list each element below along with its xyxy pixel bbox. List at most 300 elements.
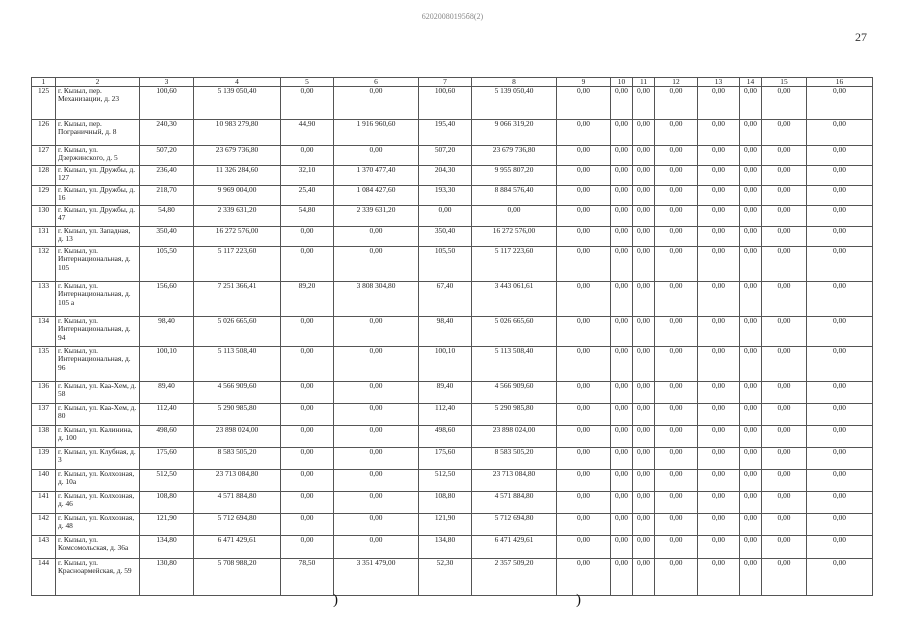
value-cell: 121,90 xyxy=(419,514,472,536)
column-header: 1 xyxy=(32,78,56,87)
value-cell: 0,00 xyxy=(557,347,611,382)
value-cell: 0,00 xyxy=(740,492,762,514)
value-cell: 0,00 xyxy=(557,186,611,206)
value-cell: 0,00 xyxy=(655,227,698,247)
value-cell: 0,00 xyxy=(334,448,419,470)
value-cell: 54,80 xyxy=(140,206,194,227)
value-cell: 0,00 xyxy=(334,347,419,382)
value-cell: 0,00 xyxy=(807,559,873,596)
column-header: 7 xyxy=(419,78,472,87)
column-header: 12 xyxy=(655,78,698,87)
value-cell: 0,00 xyxy=(698,87,740,120)
value-cell: 0,00 xyxy=(611,317,633,347)
value-cell: 0,00 xyxy=(698,166,740,186)
value-cell: 11 326 284,60 xyxy=(194,166,281,186)
value-cell: 0,00 xyxy=(698,448,740,470)
value-cell: 498,60 xyxy=(419,426,472,448)
value-cell: 112,40 xyxy=(140,404,194,426)
page-number: 27 xyxy=(855,30,867,44)
value-cell: 108,80 xyxy=(140,492,194,514)
value-cell: 0,00 xyxy=(655,492,698,514)
value-cell: 512,50 xyxy=(419,470,472,492)
value-cell: 0,00 xyxy=(633,120,655,146)
value-cell: 0,00 xyxy=(557,426,611,448)
value-cell: 4 571 884,80 xyxy=(472,492,557,514)
value-cell: 0,00 xyxy=(611,206,633,227)
value-cell: 0,00 xyxy=(334,382,419,404)
value-cell: 0,00 xyxy=(698,282,740,317)
value-cell: 0,00 xyxy=(655,186,698,206)
value-cell: 23 713 084,80 xyxy=(194,470,281,492)
table-row xyxy=(32,347,873,382)
value-cell: 0,00 xyxy=(557,470,611,492)
value-cell: 5 113 508,40 xyxy=(194,347,281,382)
value-cell: 0,00 xyxy=(611,347,633,382)
value-cell: 0,00 xyxy=(698,404,740,426)
value-cell: 0,00 xyxy=(557,514,611,536)
value-cell: 0,00 xyxy=(557,146,611,166)
value-cell: 100,60 xyxy=(140,87,194,120)
table-row xyxy=(32,186,873,206)
value-cell: 175,60 xyxy=(419,448,472,470)
value-cell: 8 884 576,40 xyxy=(472,186,557,206)
value-cell: 0,00 xyxy=(611,514,633,536)
value-cell: 0,00 xyxy=(740,347,762,382)
value-cell: 0,00 xyxy=(655,87,698,120)
value-cell: 507,20 xyxy=(419,146,472,166)
value-cell: 0,00 xyxy=(762,514,807,536)
address-cell: г. Кызыл, ул. Калинина, д. 100 xyxy=(56,426,140,448)
value-cell: 5 139 050,40 xyxy=(194,87,281,120)
value-cell: 0,00 xyxy=(611,559,633,596)
address-cell: г. Кызыл, ул. Комсомольская, д. 36а xyxy=(56,536,140,559)
value-cell: 23 679 736,80 xyxy=(472,146,557,166)
value-cell: 3 351 479,00 xyxy=(334,559,419,596)
value-cell: 0,00 xyxy=(557,404,611,426)
value-cell: 5 026 665,60 xyxy=(194,317,281,347)
value-cell: 0,00 xyxy=(557,536,611,559)
value-cell: 5 117 223,60 xyxy=(472,247,557,282)
row-number-cell: 126 xyxy=(32,120,56,146)
value-cell: 0,00 xyxy=(698,146,740,166)
value-cell: 0,00 xyxy=(740,120,762,146)
address-cell: г. Кызыл, ул. Клубная, д. 3 xyxy=(56,448,140,470)
row-number-cell: 131 xyxy=(32,227,56,247)
value-cell: 32,10 xyxy=(281,166,334,186)
value-cell: 4 571 884,80 xyxy=(194,492,281,514)
address-cell: г. Кызыл, ул. Дружбы, д. 47 xyxy=(56,206,140,227)
column-header: 11 xyxy=(633,78,655,87)
value-cell: 0,00 xyxy=(557,247,611,282)
table-row xyxy=(32,247,873,282)
value-cell: 0,00 xyxy=(807,536,873,559)
value-cell: 0,00 xyxy=(762,166,807,186)
value-cell: 121,90 xyxy=(140,514,194,536)
value-cell: 0,00 xyxy=(655,559,698,596)
value-cell: 0,00 xyxy=(762,492,807,514)
value-cell: 5 290 985,80 xyxy=(472,404,557,426)
value-cell: 0,00 xyxy=(740,227,762,247)
value-cell: 0,00 xyxy=(334,247,419,282)
value-cell: 0,00 xyxy=(740,559,762,596)
value-cell: 25,40 xyxy=(281,186,334,206)
value-cell: 0,00 xyxy=(633,404,655,426)
value-cell: 100,60 xyxy=(419,87,472,120)
table-row xyxy=(32,227,873,247)
value-cell: 0,00 xyxy=(633,317,655,347)
value-cell: 0,00 xyxy=(334,470,419,492)
value-cell: 2 357 509,20 xyxy=(472,559,557,596)
value-cell: 0,00 xyxy=(281,470,334,492)
value-cell: 0,00 xyxy=(611,426,633,448)
value-cell: 0,00 xyxy=(740,87,762,120)
row-number-cell: 138 xyxy=(32,426,56,448)
table-row xyxy=(32,146,873,166)
value-cell: 6 471 429,61 xyxy=(472,536,557,559)
value-cell: 0,00 xyxy=(633,448,655,470)
column-header: 14 xyxy=(740,78,762,87)
value-cell: 0,00 xyxy=(557,87,611,120)
value-cell: 0,00 xyxy=(611,404,633,426)
row-number-cell: 133 xyxy=(32,282,56,317)
value-cell: 0,00 xyxy=(611,470,633,492)
row-number-cell: 137 xyxy=(32,404,56,426)
value-cell: 1 084 427,60 xyxy=(334,186,419,206)
value-cell: 0,00 xyxy=(633,166,655,186)
value-cell: 0,00 xyxy=(611,146,633,166)
value-cell: 0,00 xyxy=(611,87,633,120)
value-cell: 0,00 xyxy=(655,347,698,382)
column-header: 5 xyxy=(281,78,334,87)
value-cell: 89,20 xyxy=(281,282,334,317)
value-cell: 0,00 xyxy=(281,347,334,382)
address-cell: г. Кызыл, ул. Западная, д. 13 xyxy=(56,227,140,247)
value-cell: 44,90 xyxy=(281,120,334,146)
value-cell: 0,00 xyxy=(698,492,740,514)
value-cell: 4 566 909,60 xyxy=(472,382,557,404)
value-cell: 0,00 xyxy=(807,514,873,536)
row-number-cell: 144 xyxy=(32,559,56,596)
value-cell: 0,00 xyxy=(611,536,633,559)
value-cell: 0,00 xyxy=(655,166,698,186)
value-cell: 54,80 xyxy=(281,206,334,227)
column-header: 3 xyxy=(140,78,194,87)
table-row xyxy=(32,382,873,404)
value-cell: 0,00 xyxy=(633,87,655,120)
value-cell: 9 969 004,00 xyxy=(194,186,281,206)
value-cell: 67,40 xyxy=(419,282,472,317)
table-row xyxy=(32,404,873,426)
value-cell: 0,00 xyxy=(807,166,873,186)
value-cell: 0,00 xyxy=(557,492,611,514)
table-body xyxy=(32,87,873,596)
value-cell: 175,60 xyxy=(140,448,194,470)
value-cell: 2 339 631,20 xyxy=(334,206,419,227)
value-cell: 0,00 xyxy=(281,247,334,282)
value-cell: 5 712 694,80 xyxy=(472,514,557,536)
value-cell: 3 443 061,61 xyxy=(472,282,557,317)
value-cell: 0,00 xyxy=(762,120,807,146)
value-cell: 350,40 xyxy=(140,227,194,247)
row-number-cell: 141 xyxy=(32,492,56,514)
value-cell: 0,00 xyxy=(633,559,655,596)
value-cell: 1 916 960,60 xyxy=(334,120,419,146)
address-cell: г. Кызыл, ул. Колхозная, д. 48 xyxy=(56,514,140,536)
value-cell: 5 026 665,60 xyxy=(472,317,557,347)
value-cell: 0,00 xyxy=(281,146,334,166)
value-cell: 512,50 xyxy=(140,470,194,492)
column-header: 15 xyxy=(762,78,807,87)
value-cell: 0,00 xyxy=(334,227,419,247)
value-cell: 0,00 xyxy=(633,227,655,247)
value-cell: 0,00 xyxy=(807,247,873,282)
value-cell: 0,00 xyxy=(807,404,873,426)
value-cell: 23 898 024,00 xyxy=(472,426,557,448)
value-cell: 0,00 xyxy=(633,382,655,404)
value-cell: 218,70 xyxy=(140,186,194,206)
address-cell: г. Кызыл, ул. Интернациональная, д. 105 а xyxy=(56,282,140,317)
value-cell: 0,00 xyxy=(655,206,698,227)
value-cell: 0,00 xyxy=(807,206,873,227)
column-header: 9 xyxy=(557,78,611,87)
value-cell: 0,00 xyxy=(740,317,762,347)
value-cell: 0,00 xyxy=(281,514,334,536)
value-cell: 0,00 xyxy=(611,166,633,186)
value-cell: 0,00 xyxy=(807,120,873,146)
value-cell: 0,00 xyxy=(334,404,419,426)
value-cell: 0,00 xyxy=(611,282,633,317)
value-cell: 0,00 xyxy=(557,227,611,247)
value-cell: 0,00 xyxy=(762,559,807,596)
value-cell: 0,00 xyxy=(698,382,740,404)
pen-mark-right: ) xyxy=(576,592,581,608)
table-row xyxy=(32,282,873,317)
value-cell: 0,00 xyxy=(807,470,873,492)
row-number-cell: 132 xyxy=(32,247,56,282)
value-cell: 0,00 xyxy=(698,536,740,559)
value-cell: 0,00 xyxy=(740,146,762,166)
value-cell: 0,00 xyxy=(740,470,762,492)
value-cell: 0,00 xyxy=(655,404,698,426)
value-cell: 0,00 xyxy=(611,492,633,514)
value-cell: 0,00 xyxy=(807,87,873,120)
value-cell: 0,00 xyxy=(740,206,762,227)
value-cell: 0,00 xyxy=(557,559,611,596)
value-cell: 0,00 xyxy=(762,87,807,120)
value-cell: 0,00 xyxy=(807,227,873,247)
value-cell: 3 808 304,80 xyxy=(334,282,419,317)
value-cell: 0,00 xyxy=(633,470,655,492)
value-cell: 0,00 xyxy=(762,317,807,347)
value-cell: 0,00 xyxy=(740,536,762,559)
value-cell: 0,00 xyxy=(762,247,807,282)
value-cell: 0,00 xyxy=(655,448,698,470)
value-cell: 0,00 xyxy=(281,426,334,448)
column-header: 8 xyxy=(472,78,557,87)
value-cell: 156,60 xyxy=(140,282,194,317)
row-number-cell: 143 xyxy=(32,536,56,559)
value-cell: 105,50 xyxy=(140,247,194,282)
value-cell: 0,00 xyxy=(807,186,873,206)
value-cell: 0,00 xyxy=(762,404,807,426)
value-cell: 0,00 xyxy=(762,448,807,470)
address-cell: г. Кызыл, ул. Дзержинского, д. 5 xyxy=(56,146,140,166)
value-cell: 0,00 xyxy=(740,382,762,404)
value-cell: 0,00 xyxy=(698,317,740,347)
value-cell: 5 712 694,80 xyxy=(194,514,281,536)
value-cell: 0,00 xyxy=(807,382,873,404)
value-cell: 100,10 xyxy=(140,347,194,382)
value-cell: 89,40 xyxy=(419,382,472,404)
value-cell: 16 272 576,00 xyxy=(194,227,281,247)
column-header: 10 xyxy=(611,78,633,87)
value-cell: 0,00 xyxy=(557,282,611,317)
value-cell: 0,00 xyxy=(655,382,698,404)
value-cell: 6 471 429,61 xyxy=(194,536,281,559)
value-cell: 350,40 xyxy=(419,227,472,247)
value-cell: 100,10 xyxy=(419,347,472,382)
value-cell: 0,00 xyxy=(762,426,807,448)
column-header: 16 xyxy=(807,78,873,87)
value-cell: 0,00 xyxy=(557,120,611,146)
value-cell: 0,00 xyxy=(557,206,611,227)
value-cell: 0,00 xyxy=(633,536,655,559)
value-cell: 0,00 xyxy=(557,317,611,347)
value-cell: 0,00 xyxy=(633,206,655,227)
table-row xyxy=(32,317,873,347)
table-row xyxy=(32,166,873,186)
column-header: 4 xyxy=(194,78,281,87)
value-cell: 0,00 xyxy=(334,146,419,166)
value-cell: 0,00 xyxy=(655,470,698,492)
value-cell: 5 290 985,80 xyxy=(194,404,281,426)
value-cell: 498,60 xyxy=(140,426,194,448)
value-cell: 0,00 xyxy=(698,347,740,382)
value-cell: 0,00 xyxy=(698,206,740,227)
table-row xyxy=(32,514,873,536)
value-cell: 0,00 xyxy=(419,206,472,227)
row-number-cell: 135 xyxy=(32,347,56,382)
table-row xyxy=(32,536,873,559)
value-cell: 0,00 xyxy=(633,347,655,382)
value-cell: 0,00 xyxy=(472,206,557,227)
value-cell: 0,00 xyxy=(698,470,740,492)
row-number-cell: 142 xyxy=(32,514,56,536)
value-cell: 78,50 xyxy=(281,559,334,596)
value-cell: 0,00 xyxy=(633,492,655,514)
value-cell: 105,50 xyxy=(419,247,472,282)
column-header: 6 xyxy=(334,78,419,87)
value-cell: 0,00 xyxy=(698,186,740,206)
value-cell: 507,20 xyxy=(140,146,194,166)
address-cell: г. Кызыл, ул. Колхозная, д. 46 xyxy=(56,492,140,514)
value-cell: 0,00 xyxy=(807,282,873,317)
value-cell: 5 708 988,20 xyxy=(194,559,281,596)
table-row xyxy=(32,87,873,120)
value-cell: 0,00 xyxy=(762,227,807,247)
value-cell: 0,00 xyxy=(633,146,655,166)
value-cell: 0,00 xyxy=(633,282,655,317)
value-cell: 0,00 xyxy=(740,448,762,470)
row-number-cell: 140 xyxy=(32,470,56,492)
value-cell: 0,00 xyxy=(334,87,419,120)
value-cell: 0,00 xyxy=(281,536,334,559)
value-cell: 0,00 xyxy=(807,146,873,166)
value-cell: 0,00 xyxy=(334,317,419,347)
value-cell: 0,00 xyxy=(698,559,740,596)
data-table xyxy=(31,77,873,596)
value-cell: 0,00 xyxy=(762,470,807,492)
value-cell: 0,00 xyxy=(740,404,762,426)
value-cell: 0,00 xyxy=(633,247,655,282)
value-cell: 8 583 505,20 xyxy=(472,448,557,470)
value-cell: 204,30 xyxy=(419,166,472,186)
value-cell: 0,00 xyxy=(698,120,740,146)
address-cell: г. Кызыл, ул. Интернациональная, д. 94 xyxy=(56,317,140,347)
value-cell: 193,30 xyxy=(419,186,472,206)
address-cell: г. Кызыл, ул. Дружбы, д. 127 xyxy=(56,166,140,186)
value-cell: 0,00 xyxy=(281,492,334,514)
row-number-cell: 130 xyxy=(32,206,56,227)
row-number-cell: 139 xyxy=(32,448,56,470)
value-cell: 0,00 xyxy=(740,426,762,448)
value-cell: 0,00 xyxy=(281,87,334,120)
row-number-cell: 136 xyxy=(32,382,56,404)
value-cell: 0,00 xyxy=(611,227,633,247)
value-cell: 0,00 xyxy=(655,146,698,166)
address-cell: г. Кызыл, ул. Интернациональная, д. 96 xyxy=(56,347,140,382)
address-cell: г. Кызыл, ул. Каа-Хем, д. 58 xyxy=(56,382,140,404)
value-cell: 0,00 xyxy=(281,317,334,347)
value-cell: 134,80 xyxy=(419,536,472,559)
value-cell: 0,00 xyxy=(611,448,633,470)
value-cell: 0,00 xyxy=(740,247,762,282)
value-cell: 0,00 xyxy=(740,186,762,206)
row-number-cell: 125 xyxy=(32,87,56,120)
value-cell: 0,00 xyxy=(762,382,807,404)
address-cell: г. Кызыл, ул. Интернациональная, д. 105 xyxy=(56,247,140,282)
value-cell: 23 679 736,80 xyxy=(194,146,281,166)
value-cell: 134,80 xyxy=(140,536,194,559)
value-cell: 16 272 576,00 xyxy=(472,227,557,247)
value-cell: 0,00 xyxy=(557,448,611,470)
value-cell: 0,00 xyxy=(762,282,807,317)
value-cell: 23 898 024,00 xyxy=(194,426,281,448)
value-cell: 0,00 xyxy=(655,536,698,559)
value-cell: 7 251 366,41 xyxy=(194,282,281,317)
value-cell: 130,80 xyxy=(140,559,194,596)
value-cell: 0,00 xyxy=(807,317,873,347)
table-row xyxy=(32,492,873,514)
value-cell: 0,00 xyxy=(655,317,698,347)
row-number-cell: 128 xyxy=(32,166,56,186)
value-cell: 0,00 xyxy=(655,514,698,536)
value-cell: 0,00 xyxy=(762,536,807,559)
value-cell: 0,00 xyxy=(281,448,334,470)
value-cell: 0,00 xyxy=(698,514,740,536)
value-cell: 240,30 xyxy=(140,120,194,146)
table-row xyxy=(32,426,873,448)
value-cell: 0,00 xyxy=(281,227,334,247)
value-cell: 5 139 050,40 xyxy=(472,87,557,120)
value-cell: 5 113 508,40 xyxy=(472,347,557,382)
value-cell: 0,00 xyxy=(281,382,334,404)
value-cell: 0,00 xyxy=(740,282,762,317)
value-cell: 0,00 xyxy=(557,166,611,186)
column-header: 13 xyxy=(698,78,740,87)
value-cell: 52,30 xyxy=(419,559,472,596)
value-cell: 0,00 xyxy=(740,166,762,186)
